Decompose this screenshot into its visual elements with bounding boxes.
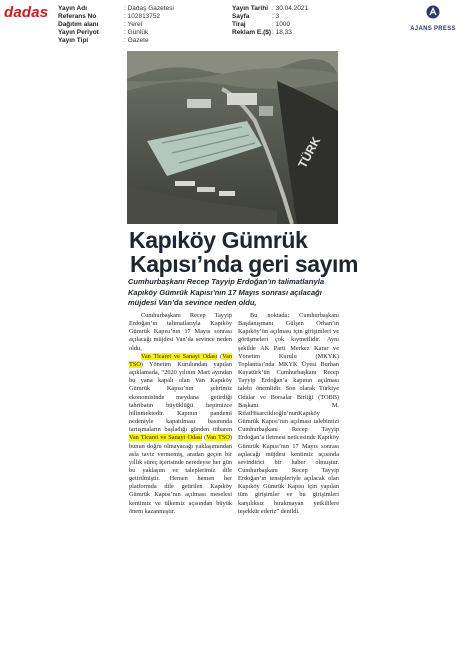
info-value: : 1000 xyxy=(272,21,291,29)
info-label: Sayfa xyxy=(232,13,250,21)
info-label: Yayın Periyot xyxy=(58,29,99,37)
photo-sign-text: TÜRK xyxy=(295,134,324,171)
paragraph-text: Yönetim Kurulundan yapılan açıklamada, “2020 yılının Mart ayından bu yana kapalı olan Van Kapıköy Gümrük Kapısı’nın şehrimiz ekonomisinde meydana getirdiği tahribatın büyüklüğü hepimizce bilinmektedir. Kapının pandemi nedeniyle kapatılması basınında tartışmaların başladığı günden itibaren xyxy=(129,360,232,434)
agency-brand xyxy=(405,5,461,32)
highlighted-term: Van Ticaret ve Sanayi Odası xyxy=(129,434,203,442)
info-row xyxy=(232,21,352,29)
info-value: : 3 xyxy=(272,13,280,21)
info-label: Reklam E.($) xyxy=(232,29,272,37)
article-column-2 xyxy=(238,312,339,516)
info-row xyxy=(58,5,208,13)
highlighted-term: Van TSO xyxy=(129,352,232,368)
article-headline-line-2: Kapısı’nda geri sayım xyxy=(130,251,359,277)
info-value: : 18,33 xyxy=(272,29,292,37)
info-value: : Gazete xyxy=(124,37,149,45)
highlighted-term: Van TSO xyxy=(206,434,230,442)
newspaper-logo xyxy=(4,4,48,21)
paragraph-text: bunun doğru olmayacağı yaklaşımından asla taviz vermemiş, aradan geçen bir yıllık süreç içerisinde neredeyse her gün bu yaklaşım ve taleplerimiz dile getirilmiştir. Hemen hemen her platformda dile getirilen Kapıköy Gümrük Kapısı’nın açılması meselesi kentimiz ve ülkemiz açısından büyük önem kazanmıştır. xyxy=(129,442,232,515)
paragraph: Cumhurbaşkanı Recep Tayyip Erdoğan’ın talimatlarıyla Kapıköy Gümrük Kapısı’nın 17 Mayıs sonrası açılacağı müjdesi Van’da sevince neden oldu, xyxy=(129,312,232,352)
article-column-1 xyxy=(129,312,232,516)
ajans-press-logo-icon xyxy=(426,5,440,19)
info-value: : 102813752 xyxy=(124,13,161,21)
border-gate-aerial-photo xyxy=(127,51,338,224)
info-label: Yayın Tipi xyxy=(58,37,89,45)
info-value: : Dadaş Gazetesi xyxy=(124,5,174,12)
info-value: : 30.04.2021 xyxy=(272,5,309,12)
info-value: : Yerel xyxy=(124,21,143,29)
agency-name: AJANS PRESS xyxy=(410,26,456,32)
info-label: Yayın Adı xyxy=(58,5,88,12)
info-row xyxy=(58,13,208,21)
info-label: Referans No xyxy=(58,13,97,21)
article-headline-line-1: Kapıköy Gümrük xyxy=(129,227,308,253)
publication-info-left xyxy=(58,5,208,45)
paragraph: Bu noktada; Cumhurbaşkanı Başdanışmanı Gülşen Orhan’ın Kapıköy’ün açılması için girişimleri ve görüşmeleri çok kıymetlidir. Aynı şekilde AK Parti Merkez Karar ve Yönetim Kurulu (MKYK) Toplantısı’nda MKYK Üyesi Burhan Kayatürk’ün Cumhurbaşkanı Recep Tayyip Erdoğan’a kapının açılması talebi önemlidir. Son olarak Türkiye Odalar ve Borsalar Birliği (TOBB) Başkanı M. RifatHisarcıklıoğlu’nunKapıköy Gümrük Kapısı’nın açılması talebimizi Cumhurbaşkanı Recep Tayyip Erdoğan’a iletmesi neticesinde Kapıköy Gümrük Kapısı’nın 17 Mayıs sonrası açılacağı müjdesi kentimiz açısında sevindirici bir haber olmuştur. Cumhurbaşkanı Recep Tayyip Erdoğan’ın tensipleriyle açılacak olan Kapıköy Gümrük Kapısı için yapılan tüm girişimler ve bu girişimleri karşılıksız bırakmayan yetkililere teşekkür ederiz” denildi. xyxy=(238,312,339,515)
paragraph: Van Ticaret ve Sanayi Odası (Van TSO) Yönetim Kurulundan yapılan açıklamada, “2020 yılının Mart ayından bu yana kapalı olan Van Kapıköy Gümrük Kapısı’nın şehrimiz ekonomisinde meydana getirdiği tahribatın büyüklüğü hepimizce bilinmektedir. Kapının pandemi nedeniyle kapatılması basınında tartışmaların başladığı günden itibaren Van Ticaret ve Sanayi Odası (Van TSO) bunun doğru olmayacağı yaklaşımından asla taviz vermemiş, aradan geçen bir yıllık süreç içerisinde neredeyse her gün bu yaklaşım ve taleplerimiz dile getirilmiştir. Hemen hemen her platformda dile getirilen Kapıköy Gümrük Kapısı’nın açılması meselesi kentimiz ve ülkemiz açısından büyük önem kazanmıştır. xyxy=(129,352,232,515)
info-value: : Günlük xyxy=(124,29,149,37)
info-row xyxy=(58,29,208,37)
info-row xyxy=(232,5,352,13)
clipping-header xyxy=(0,0,467,50)
info-label: Tiraj xyxy=(232,21,246,29)
info-row xyxy=(58,37,208,45)
info-row xyxy=(232,13,352,21)
info-row xyxy=(232,29,352,37)
info-row xyxy=(58,21,208,29)
info-label: Yayın Tarihi xyxy=(232,5,269,12)
article-subheadline: Cumhurbaşkanı Recep Tayyip Erdoğan’ın talimatlarıyla Kapıköy Gümrük Kapısı’nın 17 Mayıs sonrası açılacağı müjdesi Van’da sevince neden oldu, xyxy=(128,277,325,308)
publication-info-right xyxy=(232,5,352,37)
logo-text: dadas xyxy=(4,4,49,21)
info-label: Dağıtım alanı xyxy=(58,21,99,29)
highlighted-term: Van Ticaret ve Sanayi Odası xyxy=(141,352,218,360)
